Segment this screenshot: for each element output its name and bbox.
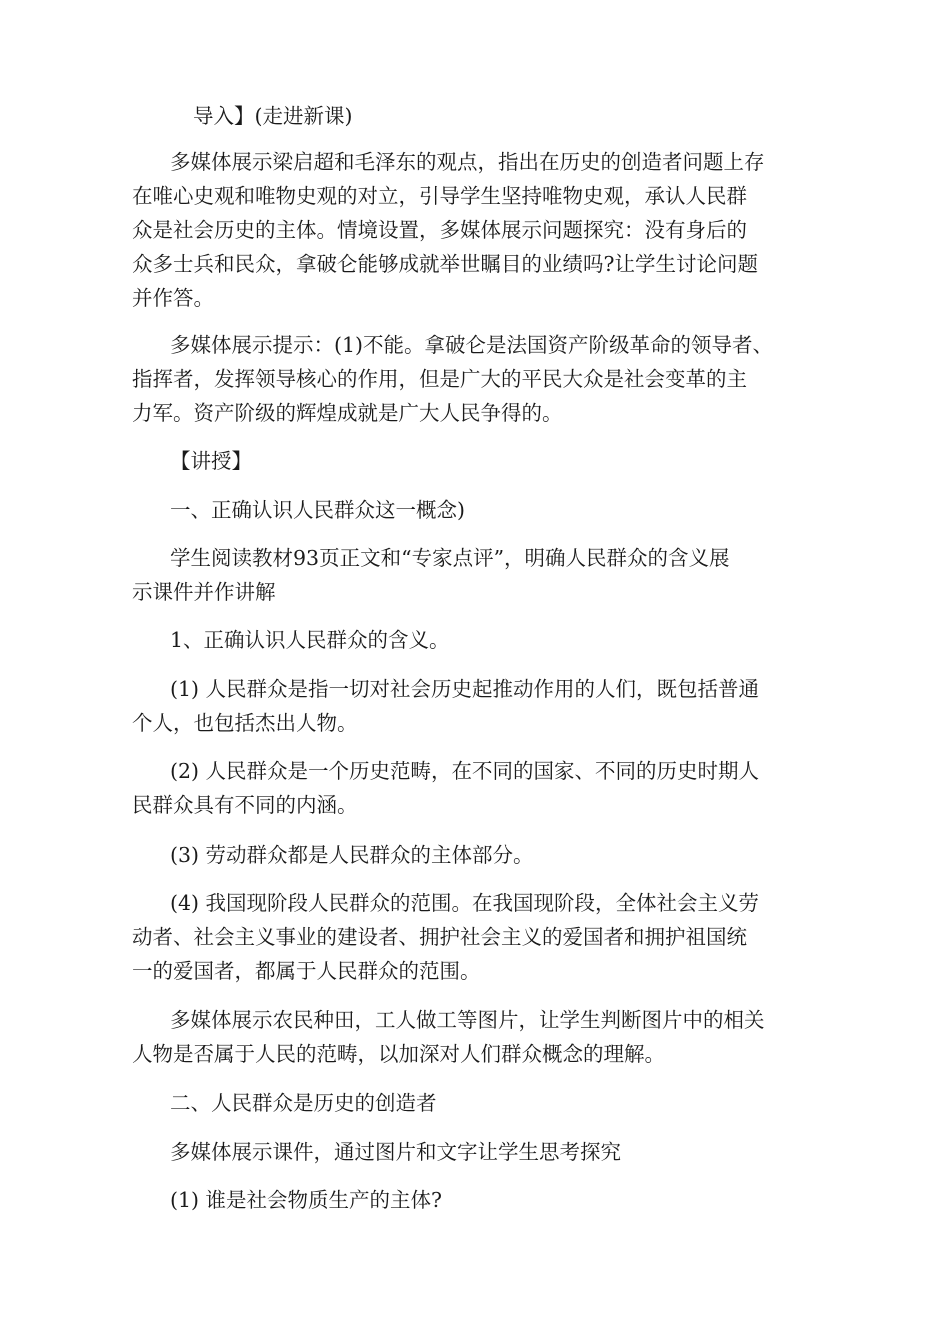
text-line: 多媒体展示提示：(1)不能。拿破仑是法国资产阶级革命的领导者、	[170, 333, 774, 357]
text-line: 个人，也包括杰出人物。	[132, 711, 358, 735]
text-line: 人物是否属于人民的范畴，以加深对人们群众概念的理解。	[132, 1042, 665, 1066]
text-line: 多媒体展示农民种田，工人做工等图片，让学生判断图片中的相关	[170, 1008, 765, 1032]
text-line: 多媒体展示课件，通过图片和文字让学生思考探究	[170, 1140, 621, 1164]
text-line: 力军。资产阶级的辉煌成就是广大人民争得的。	[132, 401, 563, 425]
text-line: 一的爱国者，都属于人民群众的范围。	[132, 959, 481, 983]
text-line: 民群众具有不同的内涵。	[132, 793, 358, 817]
text-line: 示课件并作讲解	[132, 580, 276, 604]
text-line: 在唯心史观和唯物史观的对立，引导学生坚持唯物史观，承认人民群	[132, 184, 747, 208]
text-line: 指挥者，发挥领导核心的作用，但是广大的平民大众是社会变革的主	[132, 367, 747, 391]
text-line: 众多士兵和民众，拿破仑能够成就举世瞩目的业绩吗?让学生讨论问题	[132, 252, 758, 276]
text-line: 众是社会历史的主体。情境设置，多媒体展示问题探究：没有身后的	[132, 218, 747, 242]
text-line: (3) 劳动群众都是人民群众的主体部分。	[170, 843, 534, 867]
text-line: (1) 谁是社会物质生产的主体?	[170, 1188, 443, 1212]
text-line: 【讲授】	[170, 449, 252, 473]
text-line: 二、人民群众是历史的创造者	[170, 1091, 437, 1115]
text-line: (1) 人民群众是指一切对社会历史起推动作用的人们，既包括普通	[170, 677, 760, 701]
text-line: 1、正确认识人民群众的含义。	[170, 628, 450, 652]
text-line: 导入】(走进新课)	[193, 104, 353, 128]
text-line: (2) 人民群众是一个历史范畴，在不同的国家、不同的历史时期人	[170, 759, 760, 783]
text-line: 一、正确认识人民群众这一概念)	[170, 498, 465, 522]
text-line: 学生阅读教材93页正文和“专家点评”，明确人民群众的含义展	[170, 546, 730, 570]
text-line: 多媒体展示梁启超和毛泽东的观点，指出在历史的创造者问题上存	[170, 150, 765, 174]
text-line: 并作答。	[132, 286, 214, 310]
text-line: (4) 我国现阶段人民群众的范围。在我国现阶段，全体社会主义劳	[170, 891, 760, 915]
text-line: 动者、社会主义事业的建设者、拥护社会主义的爱国者和拥护祖国统	[132, 925, 747, 949]
